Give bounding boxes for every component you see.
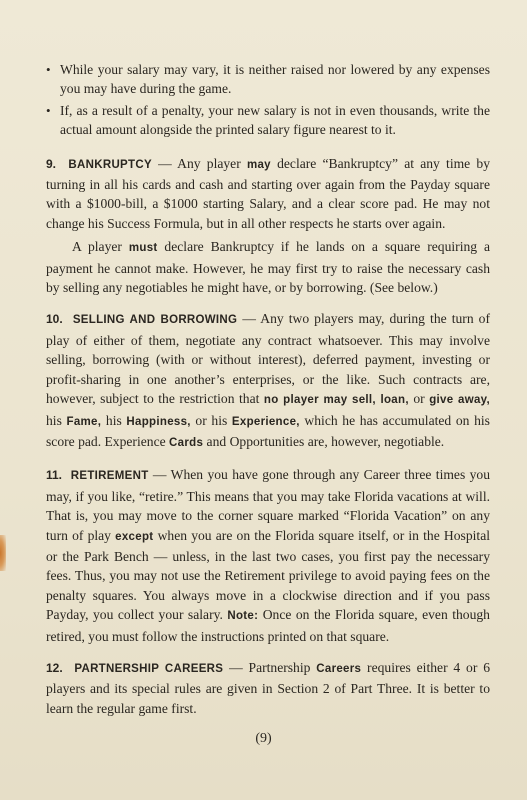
keyword: Cards bbox=[169, 436, 204, 449]
text: Once on the Florida square, even though retired, you must follow the instructions printed on that square. bbox=[46, 607, 490, 644]
section-number: 10. bbox=[46, 312, 63, 327]
text: — Any two players may, during the turn of play of either of them, negotiate any contract whatsoever. This may involve selling, borrowing (with or without interest), deferred payment, investing or profit-sharing in one another’s enterprises, or the like. Such contracts are, however, subject to the restriction that bbox=[46, 311, 490, 407]
keyword: no player may sell, loan, bbox=[263, 394, 409, 407]
text: his bbox=[46, 412, 67, 428]
bullet-text: If, as a result of a penalty, your new salary is not in even thousands, write the actual amount alongside the printed salary figure nearest to it. bbox=[60, 102, 490, 138]
section-number: 11. bbox=[46, 468, 63, 483]
text: — Any player bbox=[151, 155, 247, 171]
section-paragraph bbox=[46, 154, 490, 234]
section-partnership-careers bbox=[46, 658, 490, 718]
keyword: give away, bbox=[429, 394, 490, 407]
text: when you are on the Florida square itself, or in the Hospital or the Park Bench — unless, in the last two cases, you first pay the necessary fees. Thus, you may not use the Retirement privilege to avoid paying fees on the penalty squares. You always move in a clockwise direction and if you pass Payday, you collect your salary. bbox=[46, 527, 490, 623]
text: declare Bankruptcy if he lands on a square requiring a payment he cannot make. However, he may first try to raise the necessary cash by selling any negotiables he might have, or by borrowing. (See below.) bbox=[46, 239, 491, 296]
section-title: RETIREMENT bbox=[70, 470, 149, 483]
text: his bbox=[101, 412, 127, 428]
keyword: Experience, bbox=[231, 415, 300, 428]
keyword: may bbox=[246, 158, 271, 171]
text: which he has accumulated on his score pad. Experience bbox=[46, 412, 490, 449]
text: — Partnership bbox=[223, 659, 317, 675]
section-retirement bbox=[46, 465, 490, 646]
bullet-item bbox=[46, 101, 490, 140]
keyword: Fame, bbox=[66, 415, 102, 428]
keyword: must bbox=[128, 242, 158, 255]
text: or his bbox=[190, 412, 232, 428]
page-number: (9) bbox=[255, 731, 272, 746]
text: A player bbox=[72, 239, 129, 255]
text: — When you have gone through any Career three times you may, if you like, “retire.” This means that you may take Florida vacations at will. That is, you may move to the corner square marked “Florida Vacation” on any turn of play bbox=[46, 467, 491, 543]
section-title: PARTNERSHIP CAREERS bbox=[74, 662, 224, 675]
paper-stain bbox=[0, 535, 6, 571]
text: and Opportunities are, however, negotiable. bbox=[203, 433, 445, 449]
section-title: BANKRUPTCY bbox=[68, 158, 152, 171]
keyword: Happiness, bbox=[126, 415, 191, 428]
bullet-dot-icon: • bbox=[46, 102, 51, 118]
keyword: Note: bbox=[227, 610, 259, 623]
bullet-dot-icon: • bbox=[46, 62, 51, 77]
keyword: except bbox=[115, 530, 154, 543]
section-bankruptcy bbox=[46, 154, 490, 298]
bullet-text: While your salary may vary, it is neither raised nor lowered by any expenses you may have during the game. bbox=[60, 62, 490, 97]
section-paragraph bbox=[46, 658, 490, 718]
section-number: 12. bbox=[46, 660, 63, 675]
keyword: Careers bbox=[316, 662, 362, 675]
text: declare “Bankruptcy” at any time by turning in all his cards and cash and starting over again from the Payday square with a $1000-bill, a $1000 starting Salary, and a clear score pad. He may not change his Success Formula, but in all other respects he starts over again. bbox=[46, 155, 491, 231]
section-title: SELLING AND BORROWING bbox=[72, 314, 238, 327]
rules-text bbox=[46, 60, 490, 718]
bullet-item bbox=[46, 60, 490, 99]
section-paragraph bbox=[46, 309, 490, 453]
text: or bbox=[408, 391, 430, 407]
section-paragraph bbox=[46, 465, 490, 646]
text: requires either 4 or 6 players and its special rules are given in Section 2 of Part Three. It is better to learn the regular game first. bbox=[46, 659, 490, 716]
section-number: 9. bbox=[46, 156, 57, 171]
section-selling-and-borrowing bbox=[46, 309, 490, 453]
section-paragraph bbox=[46, 237, 490, 297]
